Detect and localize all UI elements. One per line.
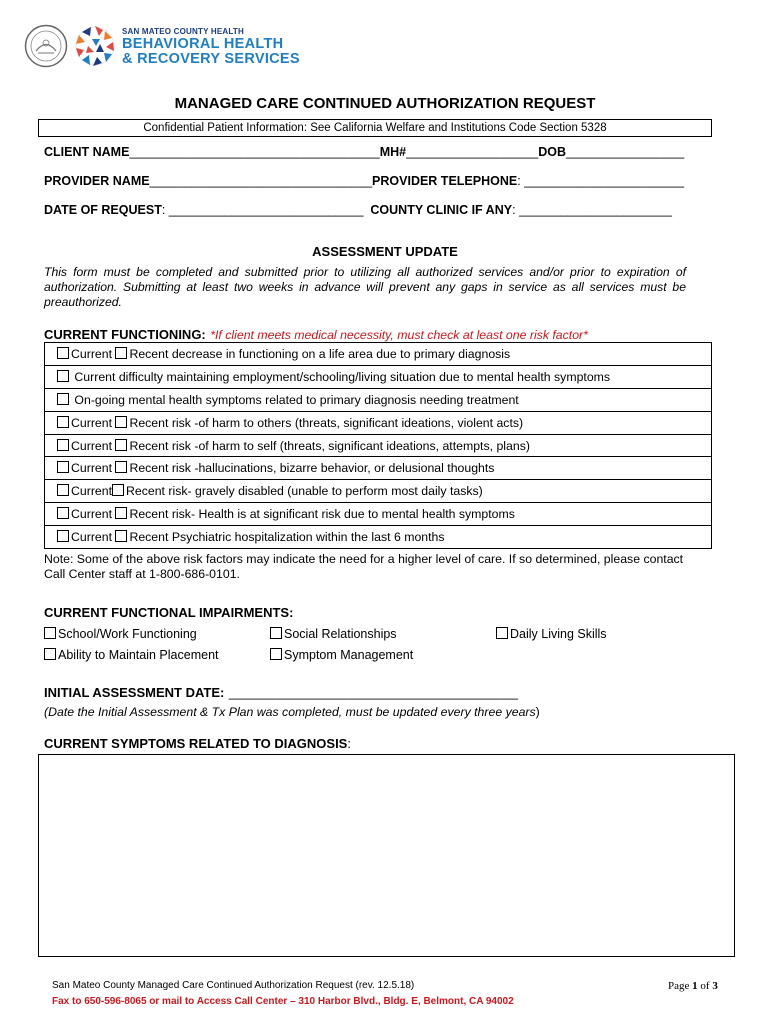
page-of: of — [697, 980, 713, 992]
table-row — [45, 526, 712, 549]
checkbox-label: Recent Psychiatric hospitalization within the last 6 months — [129, 530, 445, 545]
confidential-notice: Confidential Patient Information: See California Welfare and Institutions Code Section 5328 — [38, 119, 712, 137]
current-functioning-title: CURRENT FUNCTIONING: — [44, 327, 206, 342]
current-functioning-note: *If client meets medical necessity, must check at least one risk factor* — [210, 328, 588, 342]
checkbox-label: Current — [71, 346, 113, 361]
mh-field[interactable]: ___________________ — [406, 145, 539, 159]
date-of-request-field[interactable]: : ____________________________ — [161, 203, 364, 217]
current-difficulty-checkbox[interactable] — [57, 370, 69, 382]
table-row — [45, 388, 712, 411]
initial-assessment-row — [44, 684, 518, 702]
table-row — [45, 365, 712, 388]
checkbox-label: Current difficulty maintaining employment/schooling/living situation due to mental health symptoms — [74, 369, 611, 384]
impairments-title: CURRENT FUNCTIONAL IMPAIRMENTS: — [44, 605, 294, 620]
provider-name-field[interactable]: ________________________________ — [149, 174, 373, 188]
assessment-update-text: This form must be completed and submitted prior to utilizing all authorized services and/or prior to expiration of authorization. Submitting at least two weeks in advance will prevent any gaps in service as all services must be preauthorized. — [44, 265, 686, 309]
bhrs-logo-icon — [72, 22, 118, 70]
checkbox-label: Current — [71, 438, 113, 453]
checkbox-label: On-going mental health symptoms related to primary diagnosis needing treatment — [74, 392, 519, 407]
recent-checkbox[interactable] — [112, 484, 124, 496]
county-clinic-field[interactable]: : ______________________ — [512, 203, 672, 217]
initial-assessment-label: INITIAL ASSESSMENT DATE: — [44, 685, 225, 700]
page-total: 3 — [712, 980, 718, 992]
recent-checkbox[interactable] — [115, 530, 127, 542]
page-prefix: Page — [668, 980, 693, 992]
symptoms-textarea[interactable] — [38, 754, 735, 957]
org-name — [122, 37, 300, 67]
recent-checkbox[interactable] — [115, 461, 127, 473]
impairment-item — [496, 627, 607, 641]
table-row — [45, 480, 712, 503]
recent-checkbox[interactable] — [115, 507, 127, 519]
recent-checkbox[interactable] — [115, 416, 127, 428]
symptoms-title: CURRENT SYMPTOMS RELATED TO DIAGNOSIS — [44, 736, 348, 751]
impairment-label: Social Relationships — [284, 627, 397, 641]
current-checkbox[interactable] — [57, 530, 69, 542]
checkbox-label: Current — [71, 507, 113, 522]
table-row — [45, 457, 712, 480]
current-checkbox[interactable] — [57, 461, 69, 473]
maintain-placement-checkbox[interactable] — [44, 648, 56, 660]
county-seal-icon — [24, 24, 68, 68]
impairment-item — [270, 627, 397, 641]
impairment-label: School/Work Functioning — [58, 627, 197, 641]
impairment-item — [44, 627, 197, 641]
mh-label: MH# — [379, 145, 407, 159]
daily-living-checkbox[interactable] — [496, 627, 508, 639]
current-checkbox[interactable] — [57, 484, 69, 496]
social-relationships-checkbox[interactable] — [270, 627, 282, 639]
checkbox-label: Recent risk -hallucinations, bizarre behavior, or delusional thoughts — [129, 461, 495, 476]
table-row — [45, 434, 712, 457]
page-number — [668, 980, 718, 992]
impairment-label: Symptom Management — [284, 648, 414, 662]
ongoing-symptoms-checkbox[interactable] — [57, 393, 69, 405]
checkbox-label: Recent risk -of harm to others (threats, significant ideations, violent acts) — [129, 415, 524, 430]
footer-revision: San Mateo County Managed Care Continued Authorization Request (rev. 12.5.18) — [52, 980, 415, 991]
provider-name-label: PROVIDER NAME — [44, 174, 150, 188]
current-checkbox[interactable] — [57, 507, 69, 519]
table-row — [45, 503, 712, 526]
org-name-line2: & RECOVERY SERVICES — [122, 51, 300, 67]
footer-fax-address: Fax to 650-596-8065 or mail to Access Call Center – 310 Harbor Blvd., Bldg. E, Belmont, CA 94002 — [52, 996, 514, 1007]
table-row — [45, 343, 712, 366]
school-work-checkbox[interactable] — [44, 627, 56, 639]
client-name-label: CLIENT NAME — [44, 145, 130, 159]
current-checkbox[interactable] — [57, 347, 69, 359]
client-name-field[interactable]: ____________________________________ — [129, 145, 380, 159]
checkbox-label: Current — [71, 484, 113, 499]
dob-label: DOB — [538, 145, 566, 159]
checkbox-label: Current — [71, 530, 113, 545]
impairment-item — [270, 648, 413, 662]
risk-factor-table — [44, 342, 712, 549]
initial-assessment-note — [44, 705, 540, 719]
provider-telephone-field[interactable]: : _______________________ — [517, 174, 685, 188]
checkbox-label: Recent risk- Health is at significant risk due to mental health symptoms — [129, 507, 515, 522]
impairment-label: Daily Living Skills — [510, 627, 607, 641]
checkbox-label: Current — [71, 461, 113, 476]
initial-assessment-note-text: (Date the Initial Assessment & Tx Plan was completed, must be updated every three years — [44, 705, 536, 719]
current-checkbox[interactable] — [57, 439, 69, 451]
checkbox-label: Recent decrease in functioning on a life area due to primary diagnosis — [129, 346, 511, 361]
initial-assessment-field[interactable]: ________________________________________ — [228, 685, 518, 700]
date-of-request-label: DATE OF REQUEST — [44, 203, 162, 217]
symptoms-heading — [44, 735, 351, 753]
initial-assessment-note-end: ) — [535, 705, 540, 719]
provider-telephone-label: PROVIDER TELEPHONE — [372, 174, 518, 188]
checkbox-label: Recent risk -of harm to self (threats, significant ideations, attempts, plans) — [129, 438, 530, 453]
client-row — [44, 145, 684, 159]
impairment-label: Ability to Maintain Placement — [58, 648, 219, 662]
org-name-small: SAN MATEO COUNTY HEALTH — [122, 27, 244, 36]
assessment-update-title: ASSESSMENT UPDATE — [312, 244, 458, 259]
checkbox-label: Recent risk- gravely disabled (unable to perform most daily tasks) — [126, 484, 483, 499]
provider-row — [44, 174, 684, 188]
current-checkbox[interactable] — [57, 416, 69, 428]
checkbox-label: Current — [71, 415, 113, 430]
recent-checkbox[interactable] — [115, 439, 127, 451]
page-current: 1 — [692, 980, 698, 992]
recent-checkbox[interactable] — [115, 347, 127, 359]
county-clinic-label: COUNTY CLINIC IF ANY — [370, 203, 513, 217]
impairment-item — [44, 648, 219, 662]
table-row — [45, 411, 712, 434]
higher-care-note: Note: Some of the above risk factors may indicate the need for a higher level of care. If so determined, please contact Call Center staff at 1-800-686-0101. — [44, 552, 684, 581]
dob-field[interactable]: _________________ — [565, 145, 685, 159]
symptoms-colon: : — [347, 736, 351, 751]
request-row — [44, 203, 672, 217]
symptom-management-checkbox[interactable] — [270, 648, 282, 660]
form-title: MANAGED CARE CONTINUED AUTHORIZATION REQUEST — [174, 95, 596, 112]
org-name-line1: BEHAVIORAL HEALTH — [122, 36, 284, 52]
